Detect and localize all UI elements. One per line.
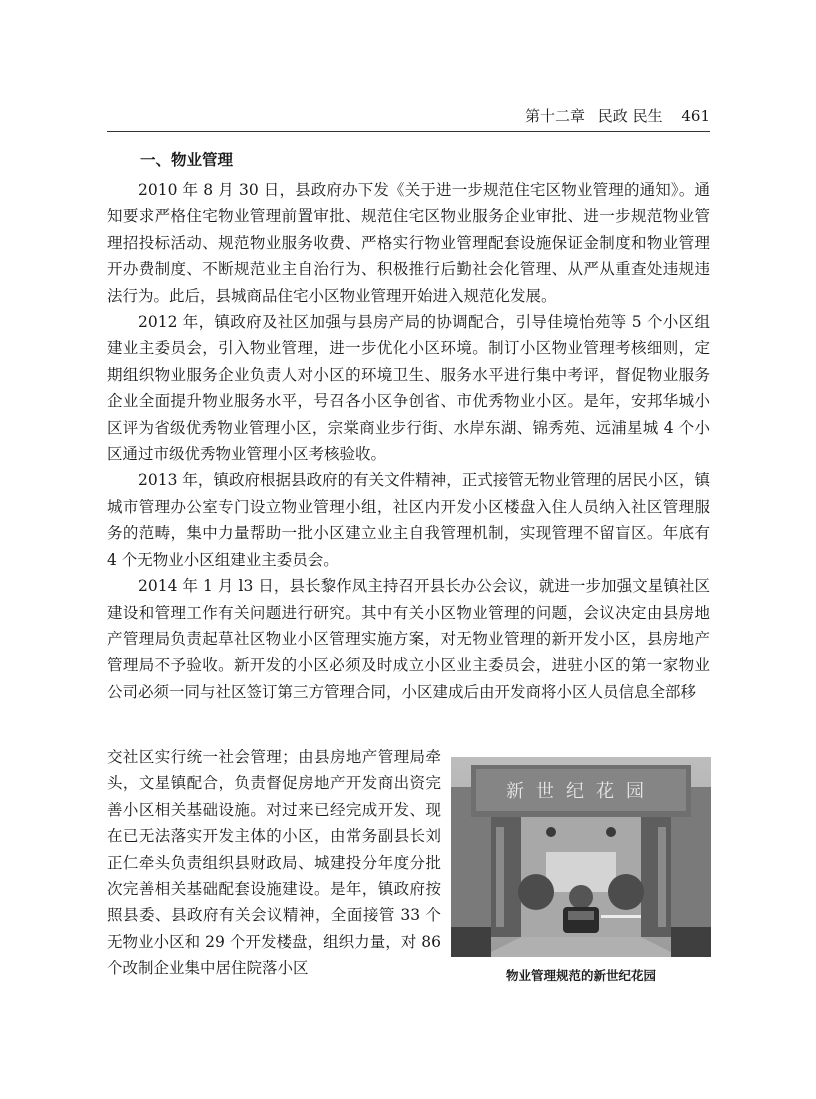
gate-photo — [451, 757, 711, 957]
paragraph: 2012 年，镇政府及社区加强与县房产局的协调配合，引导佳境怡苑等 5 个小区组建业主委员会，引入物业管理，进一步优化小区环境。制订小区物业管理考核细则，定期组织物业服务企业负责人对小区的环境卫生、服务水平进行集中考评，督促物业服务企业全面提升物业服务水平，号召各小区争创省、市优秀物业小区。是年，安邦华城小区评为省级优秀物业管理小区，宗棠商业步行街、水岸东湖、锦秀苑、远浦星城 4 个小区通过市级优秀物业管理小区考核验收。 — [107, 313, 710, 464]
paragraph-continued: 交社区实行统一社会管理；由县房地产管理局牵头，文星镇配合，负责督促房地产开发商出资完善小区相关基础设施。对过来已经完成开发、现在已无法落实开发主体的小区，由常务副县长刘正仁牵头负责组织县财政局、城建投分年度分批次完善相关基础配套设施建设。是年，镇政府按照县委、县政府有关会议精神，全面接管 33 个无物业小区和 29 个开发楼盘，组织力量，对 86 个改制企业集中居住院落小区 — [107, 748, 441, 978]
lantern — [606, 827, 616, 837]
wrapped-text — [107, 744, 441, 982]
section-title: 民政 民生 — [597, 107, 663, 125]
shrubs — [671, 927, 711, 957]
tree — [569, 885, 593, 909]
section-heading: 一、物业管理 — [140, 151, 234, 169]
tree — [518, 874, 554, 910]
paragraph: 2013 年，镇政府根据县政府的有关文件精神，正式接管无物业管理的居民小区，镇城市管理办公室专门设立物业管理小组，社区内开发小区楼盘入住人员纳入社区管理服务的范畴，集中力量帮助一批小区建立业主自我管理机制，实现管理不留盲区。年底有 4 个无物业小区组建业主委员会。 — [107, 471, 710, 569]
gate-photo-drawing — [451, 757, 711, 957]
gate-sign: 新世纪花园 — [506, 781, 656, 802]
running-head — [107, 106, 710, 126]
tree — [608, 874, 644, 910]
paragraph: 2010 年 8 月 30 日，县政府办下发《关于进一步规范住宅区物业管理的通知》。通知要求严格住宅物业管理前置审批、规范住宅区物业服务企业审批、进一步规范物业管理招投标活动、规范物业服务收费、严格实行物业管理配套设施保证金制度和物业管理开办费制度、不断规范业主自治行为、积极推行后勤社会化管理、从严从重查处违规违法行为。此后，县城商品住宅小区物业管理开始进入规范化发展。 — [107, 181, 710, 305]
page-number: 461 — [681, 107, 710, 125]
header-rule — [107, 131, 710, 132]
lantern — [546, 827, 556, 837]
right-pillar — [641, 817, 671, 937]
barrier-arm — [601, 915, 641, 918]
shrubs — [451, 927, 491, 957]
chapter-title: 第十二章 — [525, 107, 586, 125]
paragraph: 2014 年 1 月 l3 日，县长黎作凤主持召开县长办公会议，就进一步加强文星镇社区建设和管理工作有关问题进行研究。其中有关小区物业管理的问题，会议决定由县房地产管理局负责起草社区物业小区管理实施方案，对无物业管理的新开发小区，县房地产管理局不予验收。新开发的小区必须及时成立小区业主委员会，进驻小区的第一家物业公司必须一同与社区签订第三方管理合同，小区建成后由开发商将小区人员信息全部移 — [107, 577, 710, 701]
body-text — [107, 177, 710, 705]
left-pillar — [491, 817, 521, 937]
figure-caption: 物业管理规范的新世纪花园 — [505, 968, 656, 983]
